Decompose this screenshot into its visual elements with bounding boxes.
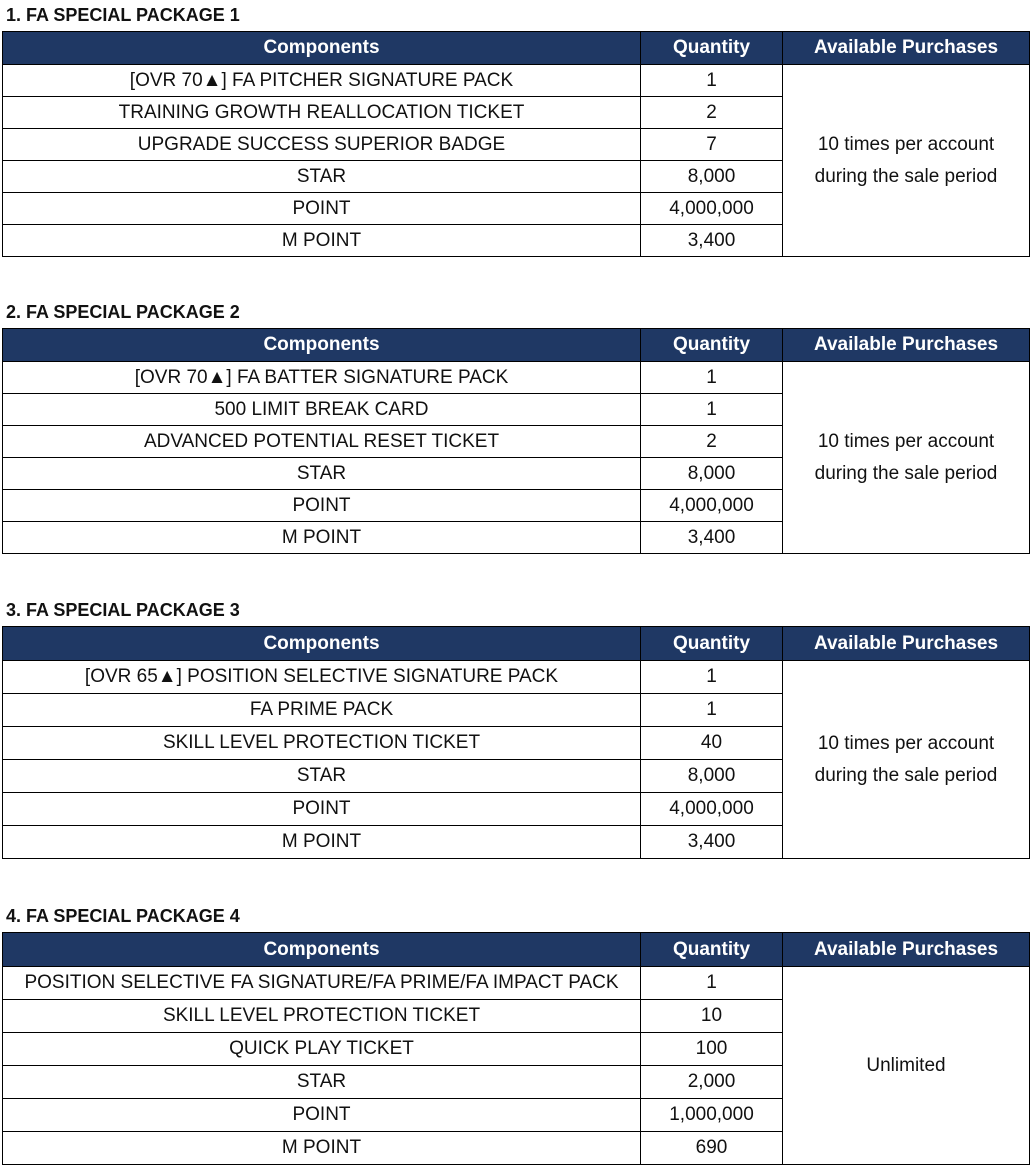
- availability-cell: [783, 362, 1030, 554]
- quantity-cell: 2,000: [641, 1066, 783, 1099]
- component-cell: M POINT: [3, 1132, 641, 1165]
- column-header-available-purchases: Available Purchases: [783, 933, 1030, 967]
- component-cell: POINT: [3, 490, 641, 522]
- quantity-cell: 1: [641, 65, 783, 97]
- table-row: [3, 661, 1030, 694]
- availability-line: Unlimited: [866, 1054, 946, 1076]
- quantity-cell: 3,400: [641, 225, 783, 257]
- quantity-cell: 10: [641, 1000, 783, 1033]
- column-header-components: Components: [3, 933, 641, 967]
- column-header-available-purchases: Available Purchases: [783, 32, 1030, 65]
- component-cell: M POINT: [3, 225, 641, 257]
- availability-line: 10 times per account: [817, 430, 995, 452]
- availability-line: during the sale period: [814, 764, 998, 786]
- component-cell: TRAINING GROWTH REALLOCATION TICKET: [3, 97, 641, 129]
- package-table: [2, 626, 1030, 859]
- component-cell: 500 LIMIT BREAK CARD: [3, 394, 641, 426]
- quantity-cell: 1: [641, 362, 783, 394]
- quantity-cell: 8,000: [641, 760, 783, 793]
- column-header-quantity: Quantity: [641, 627, 783, 661]
- component-cell: QUICK PLAY TICKET: [3, 1033, 641, 1066]
- column-header-quantity: Quantity: [641, 933, 783, 967]
- column-header-available-purchases: Available Purchases: [783, 627, 1030, 661]
- quantity-cell: 100: [641, 1033, 783, 1066]
- package-title: 2. FA SPECIAL PACKAGE 2: [6, 302, 240, 322]
- availability-cell: [783, 661, 1030, 859]
- component-cell: POINT: [3, 193, 641, 225]
- quantity-cell: 1: [641, 661, 783, 694]
- quantity-cell: 2: [641, 97, 783, 129]
- component-cell: UPGRADE SUCCESS SUPERIOR BADGE: [3, 129, 641, 161]
- table-header-row: [3, 933, 1030, 967]
- quantity-cell: 8,000: [641, 161, 783, 193]
- quantity-cell: 7: [641, 129, 783, 161]
- component-cell: M POINT: [3, 826, 641, 859]
- component-cell: ADVANCED POTENTIAL RESET TICKET: [3, 426, 641, 458]
- quantity-cell: 1: [641, 967, 783, 1000]
- availability-cell: [783, 65, 1030, 257]
- component-cell: POINT: [3, 1099, 641, 1132]
- table-row: [3, 65, 1030, 97]
- quantity-cell: 40: [641, 727, 783, 760]
- table-row: [3, 967, 1030, 1000]
- quantity-cell: 3,400: [641, 522, 783, 554]
- component-cell: SKILL LEVEL PROTECTION TICKET: [3, 1000, 641, 1033]
- component-cell: SKILL LEVEL PROTECTION TICKET: [3, 727, 641, 760]
- quantity-cell: 4,000,000: [641, 793, 783, 826]
- column-header-quantity: Quantity: [641, 329, 783, 362]
- package-title: 3. FA SPECIAL PACKAGE 3: [6, 600, 240, 620]
- quantity-cell: 4,000,000: [641, 193, 783, 225]
- table-header-row: [3, 627, 1030, 661]
- package-title: 4. FA SPECIAL PACKAGE 4: [6, 906, 240, 926]
- quantity-cell: 1,000,000: [641, 1099, 783, 1132]
- quantity-cell: 4,000,000: [641, 490, 783, 522]
- quantity-cell: 3,400: [641, 826, 783, 859]
- quantity-cell: 1: [641, 394, 783, 426]
- column-header-components: Components: [3, 627, 641, 661]
- package-table: [2, 31, 1030, 257]
- availability-line: 10 times per account: [817, 133, 995, 155]
- component-cell: STAR: [3, 760, 641, 793]
- component-cell: [OVR 65▲] POSITION SELECTIVE SIGNATURE PACK: [3, 661, 641, 694]
- availability-line: during the sale period: [814, 165, 998, 187]
- availability-cell: [783, 967, 1030, 1165]
- component-cell: STAR: [3, 1066, 641, 1099]
- table-header-row: [3, 329, 1030, 362]
- column-header-components: Components: [3, 32, 641, 65]
- quantity-cell: 690: [641, 1132, 783, 1165]
- column-header-available-purchases: Available Purchases: [783, 329, 1030, 362]
- component-cell: M POINT: [3, 522, 641, 554]
- availability-line: 10 times per account: [817, 732, 995, 754]
- quantity-cell: 1: [641, 694, 783, 727]
- quantity-cell: 2: [641, 426, 783, 458]
- component-cell: STAR: [3, 458, 641, 490]
- table-row: [3, 362, 1030, 394]
- component-cell: FA PRIME PACK: [3, 694, 641, 727]
- package-table: [2, 328, 1030, 554]
- component-cell: POINT: [3, 793, 641, 826]
- quantity-cell: 8,000: [641, 458, 783, 490]
- component-cell: STAR: [3, 161, 641, 193]
- component-cell: [OVR 70▲] FA BATTER SIGNATURE PACK: [3, 362, 641, 394]
- column-header-components: Components: [3, 329, 641, 362]
- table-header-row: [3, 32, 1030, 65]
- component-cell: POSITION SELECTIVE FA SIGNATURE/FA PRIME/FA IMPACT PACK: [3, 967, 641, 1000]
- column-header-quantity: Quantity: [641, 32, 783, 65]
- package-table: [2, 932, 1030, 1165]
- package-title: 1. FA SPECIAL PACKAGE 1: [6, 5, 240, 25]
- component-cell: [OVR 70▲] FA PITCHER SIGNATURE PACK: [3, 65, 641, 97]
- availability-line: during the sale period: [814, 462, 998, 484]
